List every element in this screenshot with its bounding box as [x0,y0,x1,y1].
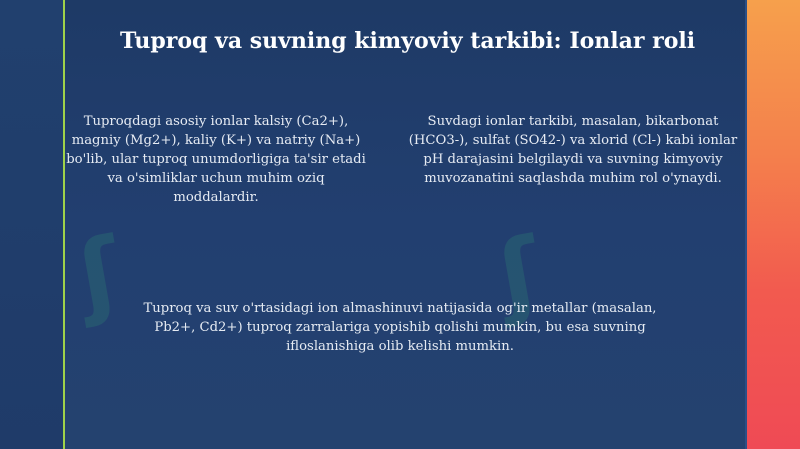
paragraph-water-ions: Suvdagi ionlar tarkibi, masalan, bikarbonat (HCO3-), sulfat (SO42-) va xlorid (Cl-) kabi ionlar pH darajasini belgilaydi va suvning kimyoviy muvozanatini saqlashda muhim rol o'ynaydi. [408,114,738,186]
slide-title: Tuproq va suvning kimyoviy tarkibi: Ionlar roli [120,28,696,54]
paragraph-soil-ions: Tuproqdagi asosiy ionlar kalsiy (Ca2+), magniy (Mg2+), kaliy (K+) va natriy (Na+) bo'lib, ular tuproq unumdorligiga ta'sir etadi va o'simliklar uchun muhim oziq moddalardir. [66,114,366,205]
left-sidebar-strip [0,0,63,449]
right-gradient-strip [747,0,800,449]
paragraph-ion-exchange: Tuproq va suv o'rtasidagi ion almashinuvi natijasida og'ir metallar (masalan, Pb2+, Cd2+) tuproq zarralariga yopishib qolishi mumkin, bu esa suvning ifloslanishiga olib kelishi mumkin. [143,301,657,354]
slide-main-panel [65,0,745,449]
leaf-watermark-icon: ʃ [490,217,548,330]
leaf-watermark-icon: ʃ [70,217,128,330]
